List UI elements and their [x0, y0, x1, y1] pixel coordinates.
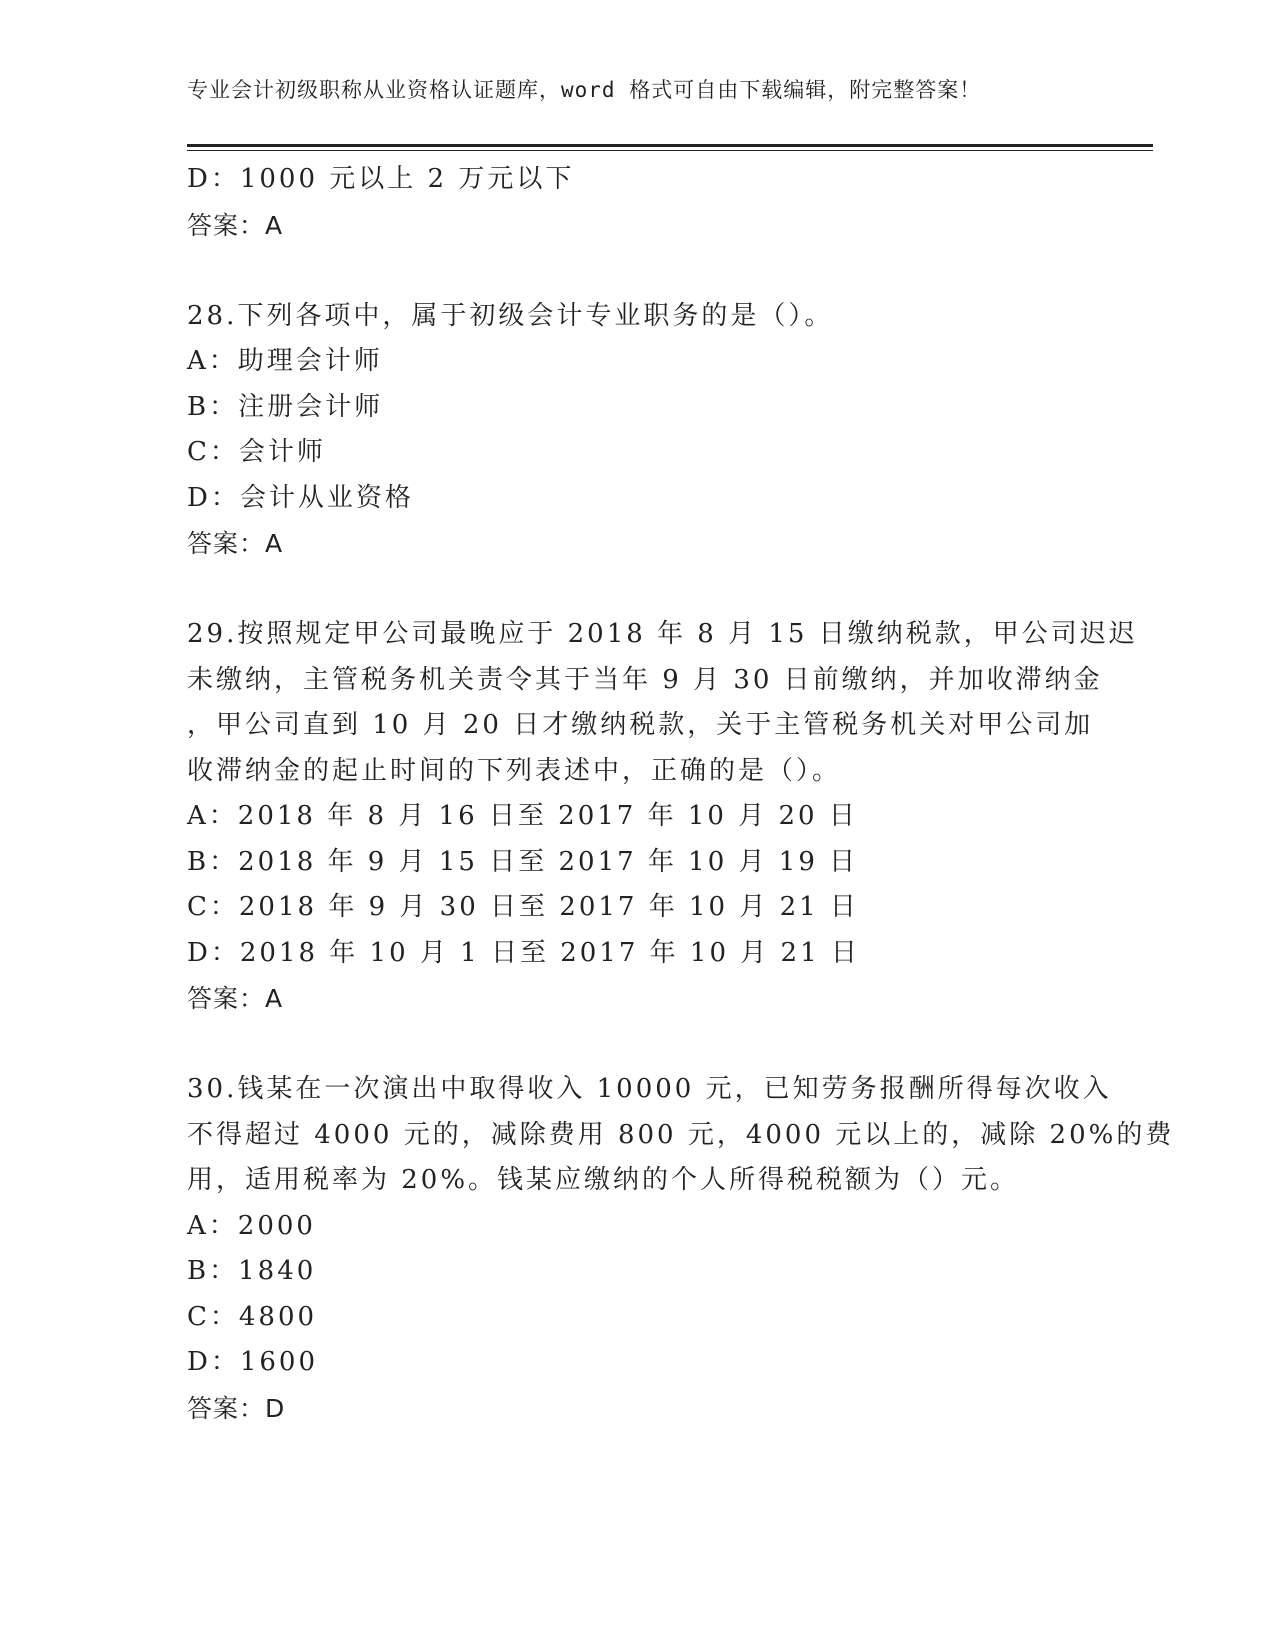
q30-option-d: D：1600 — [187, 1347, 319, 1377]
q30-stem-line: 不得超过 4000 元的，减除费用 800 元，4000 元以上的，减除 20%的费 — [187, 1119, 1175, 1150]
page-header: 专业会计初级职称从业资格认证题库，word 格式可自由下载编辑，附完整答案！ — [187, 78, 982, 102]
q30-stem-line: 用，适用税率为 20%。钱某应缴纳的个人所得税税额为（）元。 — [187, 1165, 1020, 1195]
q28-stem: 28.下列各项中，属于初级会计专业职务的是（）。 — [187, 300, 834, 331]
q29-stem-line: ，甲公司直到 10 月 20 日才缴纳税款，关于主管税务机关对甲公司加 — [187, 710, 1094, 740]
header-rule-thin — [187, 150, 1153, 151]
q30-option-b: B：1840 — [187, 1256, 317, 1286]
q28-option-d: D：会计从业资格 — [187, 482, 414, 513]
question-content — [187, 157, 1175, 1431]
q28-option-b: B：注册会计师 — [187, 391, 384, 422]
q30-answer: 答案：D — [187, 1393, 286, 1423]
spacer — [187, 1022, 1087, 1068]
q29-stem-line: 未缴纳，主管税务机关责令其于当年 9 月 30 日前缴纳，并加收滞纳金 — [187, 664, 1103, 695]
q30-option-a: A：2000 — [187, 1210, 316, 1241]
q29-option-d: D：2018 年 10 月 1 日至 2017 年 10 月 21 日 — [187, 937, 860, 968]
q28-option-a: A：助理会计师 — [187, 346, 383, 376]
spacer — [187, 248, 1087, 294]
q28-answer: 答案：A — [187, 529, 284, 558]
q30-option-c: C：4800 — [187, 1301, 318, 1332]
q29-stem-line: 收滞纳金的起止时间的下列表述中，正确的是（）。 — [187, 755, 842, 786]
spacer — [187, 567, 1087, 613]
q28-option-c: C：会计师 — [187, 437, 326, 467]
q29-option-b: B：2018 年 9 月 15 日至 2017 年 10 月 19 日 — [187, 846, 859, 877]
q27-answer: 答案：A — [187, 210, 284, 240]
q29-stem-line: 29.按照规定甲公司最晚应于 2018 年 8 月 15 日缴纳税款，甲公司迟迟 — [187, 619, 1138, 649]
q30-stem-line: 30.钱某在一次演出中取得收入 10000 元，已知劳务报酬所得每次收入 — [187, 1074, 1112, 1104]
q29-option-c: C：2018 年 9 月 30 日至 2017 年 10 月 21 日 — [187, 892, 859, 922]
q29-option-a: A：2018 年 8 月 16 日至 2017 年 10 月 20 日 — [187, 801, 858, 831]
q29-answer: 答案：A — [187, 984, 284, 1013]
q27-option-d: D：1000 元以上 2 万元以下 — [187, 164, 575, 194]
header-rule-thick — [187, 144, 1153, 147]
